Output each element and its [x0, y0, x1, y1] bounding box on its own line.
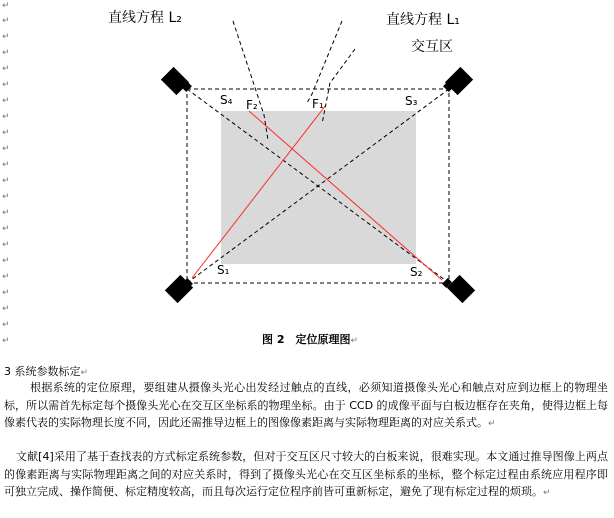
paragraph-mark-icon: ↵	[80, 368, 89, 378]
paragraph-mark-icon: ↵	[2, 320, 10, 330]
paragraph-mark-icon: ↵	[2, 32, 10, 42]
intersection-zone	[221, 111, 416, 264]
paragraph-mark-icon: ↵	[488, 419, 496, 429]
paragraph-mark-icon: ↵	[2, 64, 10, 74]
camera-icon	[165, 275, 193, 303]
paragraph-mark-icon: ↵	[2, 192, 10, 202]
paragraph-mark-icon: ↵	[350, 336, 359, 346]
leader-l1	[307, 21, 342, 103]
paragraph-mark-icon: ↵	[2, 1, 10, 11]
paragraph-mark-icon: ↵	[2, 80, 10, 90]
paragraph-mark-icon: ↵	[2, 240, 10, 250]
paragraph-mark-icon: ↵	[2, 224, 10, 234]
paragraph-2-text: 文献[4]采用了基于查找表的方式标定系统参数，但对于交互区尺寸较大的白板来说，很难实现。本文通过推导图像上两点的像素距离与实际物理距离之间的对应关系时，得到了摄像头光心在交互区坐标系的坐标，整个标定过程由系统应用程序即可独立完成、操作简便、标定精度较高，而且每次运行定位程序前皆可重新标定，避免了现有标定过程的烦琐。	[4, 450, 608, 498]
paragraph-mark-icon: ↵	[2, 208, 10, 218]
paragraph-1	[4, 379, 608, 434]
label-s1: S₁	[217, 263, 230, 277]
paragraph-mark-icon: ↵	[2, 128, 10, 138]
paragraph-2	[4, 448, 608, 503]
camera-icon	[442, 275, 475, 303]
label-f1: F₁	[312, 97, 324, 111]
label-line-l1: 直线方程 L₁	[386, 12, 460, 28]
paragraph-mark-icon: ↵	[2, 176, 10, 186]
label-f2: F₂	[246, 98, 258, 112]
paragraph-1-text: 根据系统的定位原理，要组建从摄像头光心出发经过触点的直线，必须知道摄像头光心和触点对应到边框上的物理坐标，所以需首先标定每个摄像头光心在交互区坐标系的物理坐标。由于 CCD 的成像平面与白板边框存在夹角，使得边框上每像素代表的实际物理长度不同，因此还需推导边框上的图像像素距离与实际物理距离的对应关系式。	[4, 381, 608, 429]
paragraph-mark-icon: ↵	[2, 256, 10, 266]
label-intersection-zone: 交互区	[411, 39, 453, 55]
camera-icon	[161, 67, 192, 95]
label-s4: S₄	[220, 93, 233, 107]
figure-caption-text: 图 2 定位原理图	[261, 333, 351, 346]
paragraph-mark-icon: ↵	[2, 96, 10, 106]
paragraph-mark-icon: ↵	[2, 16, 10, 26]
paragraph-mark-icon: ↵	[2, 144, 10, 154]
paragraph-mark-icon: ↵	[2, 304, 10, 314]
section-heading-text: 3 系统参数标定	[4, 365, 81, 378]
label-s3: S₃	[405, 94, 418, 108]
paragraph-mark-icon: ↵	[2, 160, 10, 170]
paragraph-mark-icon: ↵	[2, 48, 10, 58]
paragraph-mark-icon: ↵	[543, 488, 551, 498]
paragraph-mark-icon: ↵	[2, 112, 10, 122]
paragraph-mark-icon: ↵	[2, 288, 10, 298]
label-line-l2: 直线方程 L₂	[108, 10, 182, 26]
figure-caption	[230, 331, 390, 347]
camera-icon	[443, 67, 473, 95]
label-s2: S₂	[410, 265, 423, 279]
paragraph-mark-icon: ↵	[2, 272, 10, 282]
paragraph-mark-icon: ↵	[2, 336, 10, 346]
